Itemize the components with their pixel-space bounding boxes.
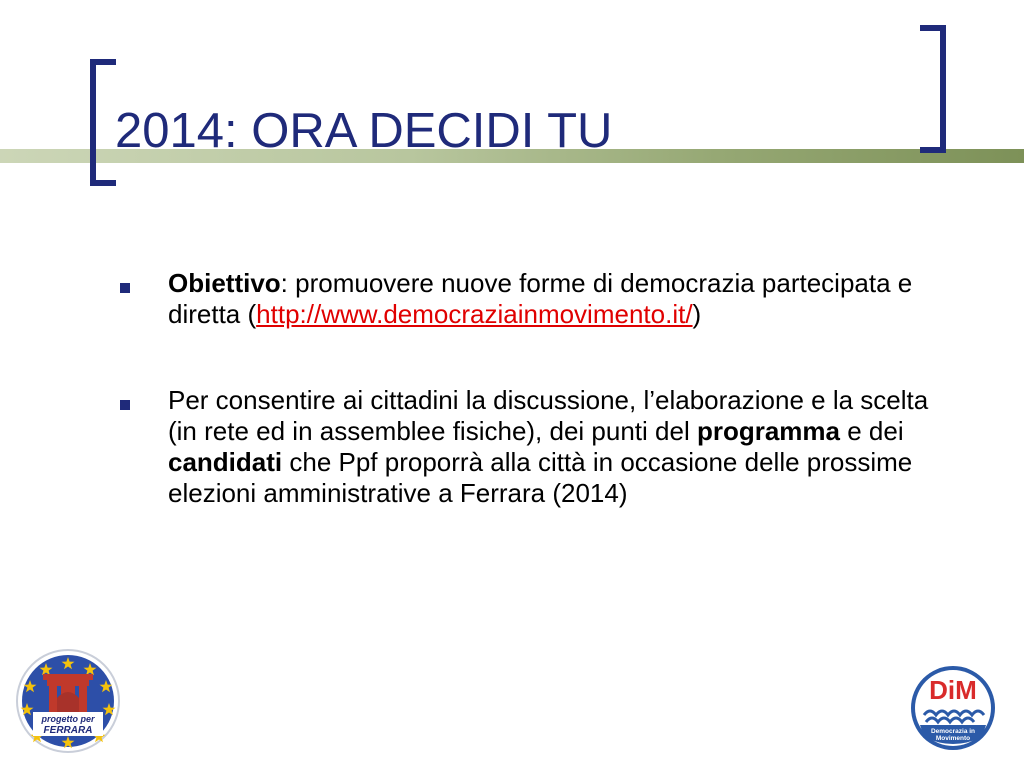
purpose-text-1: Per consentire ai cittadini la discussione, l’elaborazione e la scelta (in rete ed in assemblee fisiche), dei punti del xyxy=(168,385,929,446)
purpose-bold-programma: programma xyxy=(696,416,840,446)
right-bracket-decoration xyxy=(920,25,946,153)
dim-logo-line1: Democrazia in xyxy=(930,728,976,735)
square-bullet-icon xyxy=(120,283,130,293)
bullet-list xyxy=(114,268,964,509)
dim-logo-main: DiM xyxy=(929,675,977,705)
ppf-logo-line1: progetto per xyxy=(41,714,95,724)
slide-title: 2014: ORA DECIDI TU xyxy=(115,104,613,158)
dim-logo-line2: Movimento xyxy=(935,735,971,742)
objective-label: Obiettivo xyxy=(168,268,281,298)
purpose-text-3: che Ppf proporrà alla città in occasione delle prossime elezioni amministrative a Ferrara (2014) xyxy=(168,447,913,508)
objective-text-end: ) xyxy=(692,299,702,329)
bullet-item-purpose xyxy=(114,385,964,509)
democrazia-in-movimento-logo xyxy=(910,665,996,751)
left-bracket-decoration xyxy=(90,59,116,186)
purpose-bold-candidati: candidati xyxy=(168,447,283,477)
objective-text: : promuovere nuove forme di democrazia partecipata e diretta ( xyxy=(168,268,913,329)
ppf-logo-line2: FERRARA xyxy=(43,725,93,736)
square-bullet-icon xyxy=(120,400,130,410)
website-link[interactable]: http://www.democraziainmovimento.it/ xyxy=(256,299,693,329)
bullet-item-objective xyxy=(114,268,964,330)
progetto-per-ferrara-logo xyxy=(15,648,121,754)
purpose-text-2: e dei xyxy=(840,416,904,446)
